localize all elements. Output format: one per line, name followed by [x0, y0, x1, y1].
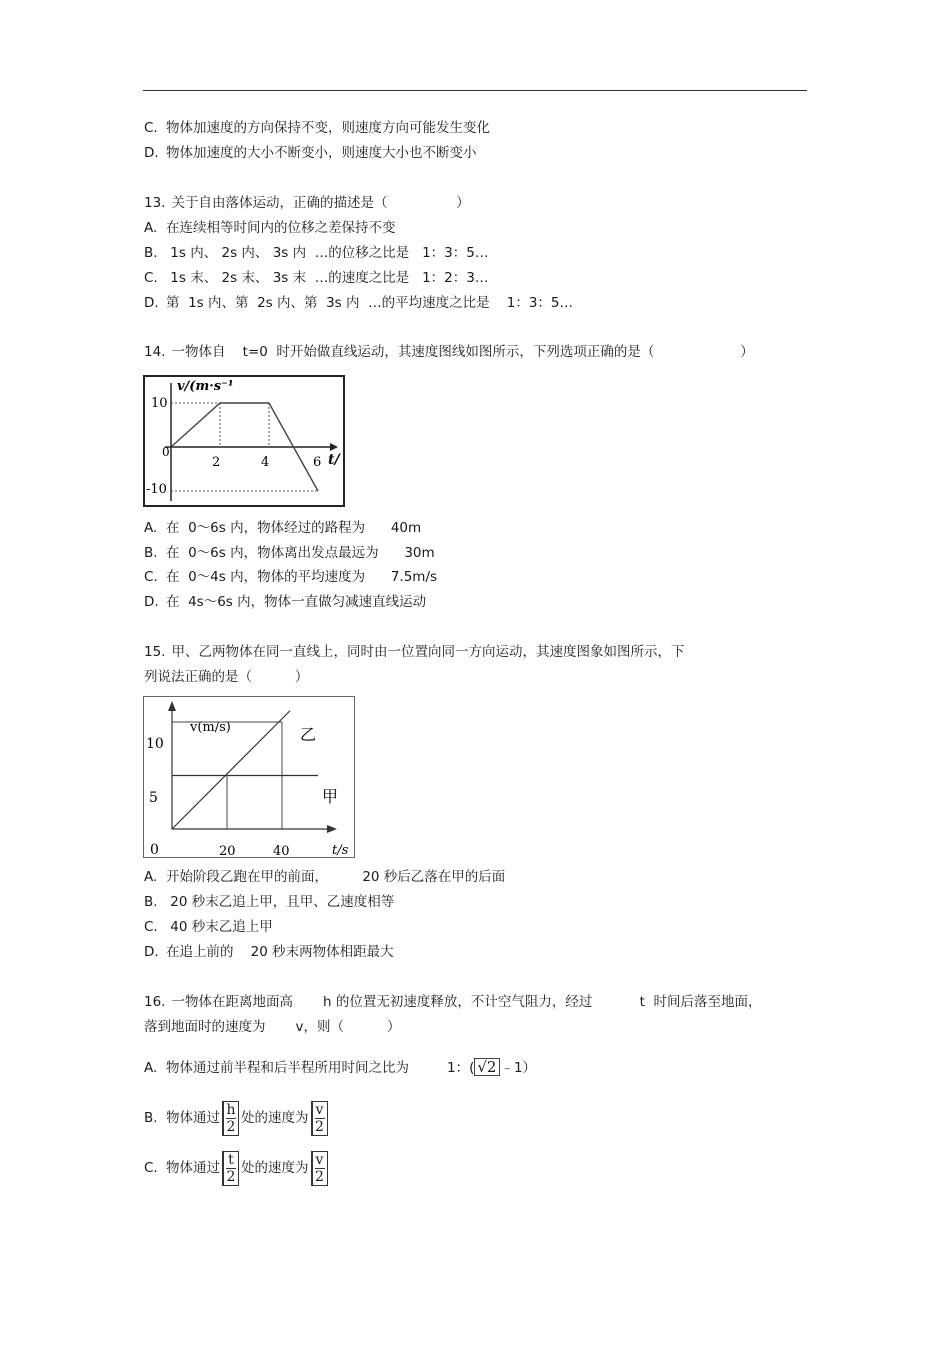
- q15-stem-line2: 列说法正确的是（ ）: [144, 669, 309, 685]
- q15-x-arrow: [327, 825, 337, 833]
- q16-stem-line1: 16. 一物体在距离地面高 h 的位置无初速度释放，不计空气阻力，经过 t 时间后落至地面，: [144, 994, 762, 1010]
- q16-option-c: C. 物体通过 $\frac{t}{2}$ 处的速度为 $\frac{v}{2}$: [144, 1148, 330, 1188]
- q12-option-c: C. 物体加速度的方向保持不变，则速度方向可能发生变化: [144, 120, 490, 136]
- q14-tick-x-6: 6: [313, 455, 322, 470]
- q14-tick-y-10: 10: [151, 396, 168, 411]
- q14-option-b: B. 在 0～6s 内，物体离出发点最远为 30m: [144, 545, 435, 561]
- q14-option-d: D. 在 4s～6s 内，物体一直做匀减速直线运动: [144, 594, 427, 610]
- q15-x-axis-label: t/s: [332, 843, 349, 857]
- q12-option-d: D. 物体加速度的大小不断变小，则速度大小也不断变小: [144, 145, 477, 161]
- q15-option-a: A. 开始阶段乙跑在甲的前面， 20 秒后乙落在甲的后面: [144, 869, 506, 885]
- q15-graph-svg: [144, 697, 354, 857]
- sqrt-two: √2: [474, 1058, 500, 1076]
- q15-y-arrow: [168, 701, 176, 711]
- q14-tick-x-4: 4: [261, 455, 270, 470]
- q14-option-c: C. 在 0～4s 内，物体的平均速度为 7.5m/s: [144, 569, 438, 585]
- q14-x-arrow: [330, 443, 338, 451]
- q16-stem-line2: 落到地面时的速度为 v，则（ ）: [144, 1019, 401, 1035]
- fraction-h-over-2: $\frac{h}{2}$: [222, 1101, 239, 1136]
- q15-label-yi: 乙: [300, 725, 317, 744]
- q14-stem: 14. 一物体自 t=0 时开始做直线运动，其速度图线如图所示，下列选项正确的是（ ）: [144, 344, 754, 360]
- q15-option-d: D. 在追上前的 20 秒末两物体相距最大: [144, 944, 394, 960]
- q16-option-b: B. 物体通过 $\frac{h}{2}$ 处的速度为 $\frac{v}{2}$: [144, 1098, 330, 1138]
- q15-tick-y-5: 5: [149, 790, 158, 806]
- q14-graph-svg: [145, 377, 343, 505]
- fraction-v-over-2: $\frac{v}{2}$: [311, 1101, 328, 1136]
- q15-tick-y-0: 0: [150, 842, 159, 857]
- q14-y-axis-label: v/(m·s⁻¹: [177, 379, 234, 394]
- q14-x-axis-label: t/: [328, 452, 340, 468]
- q15-option-b: B. 20 秒末乙追上甲，且甲、乙速度相等: [144, 894, 395, 910]
- q13-option-c: C. 1s 末、 2s 末、 3s 末 …的速度之比是 1：2：3…: [144, 270, 489, 286]
- fraction-t-over-2: $\frac{t}{2}$: [222, 1151, 239, 1186]
- q14-tick-y-0: 0: [162, 445, 170, 459]
- q15-label-jia: 甲: [322, 787, 339, 806]
- q15-tick-x-20: 20: [219, 844, 236, 857]
- header-rule: [143, 90, 807, 91]
- q15-velocity-graph: [143, 696, 355, 858]
- q15-tick-y-10: 10: [146, 736, 164, 752]
- q15-tick-x-40: 40: [273, 844, 290, 857]
- q14-tick-y-neg10: -10: [146, 482, 167, 497]
- q14-option-a: A. 在 0～6s 内，物体经过的路程为 40m: [144, 520, 422, 536]
- q15-stem-line1: 15. 甲、乙两物体在同一直线上，同时由一位置向同一方向运动，其速度图象如图所示，下: [144, 644, 685, 660]
- q15-option-c: C. 40 秒末乙追上甲: [144, 919, 273, 935]
- q13-option-b: B. 1s 内、 2s 内、 3s 内 …的位移之比是 1：3：5…: [144, 245, 489, 261]
- q14-velocity-graph: [143, 375, 345, 507]
- q13-stem: 13. 关于自由落体运动，正确的描述是（ ）: [144, 195, 470, 211]
- q13-option-a: A. 在连续相等时间内的位移之差保持不变: [144, 220, 396, 236]
- fraction-v-over-2: $\frac{v}{2}$: [311, 1151, 328, 1186]
- q13-option-d: D. 第 1s 内、第 2s 内、第 3s 内 …的平均速度之比是 1：3：5…: [144, 295, 574, 311]
- q16-option-a: A. 物体通过前半程和后半程所用时间之比为 1：( √2 ﹣1）: [144, 1058, 537, 1076]
- q14-tick-x-2: 2: [212, 455, 221, 470]
- q15-y-axis-label: v(m/s): [190, 720, 231, 735]
